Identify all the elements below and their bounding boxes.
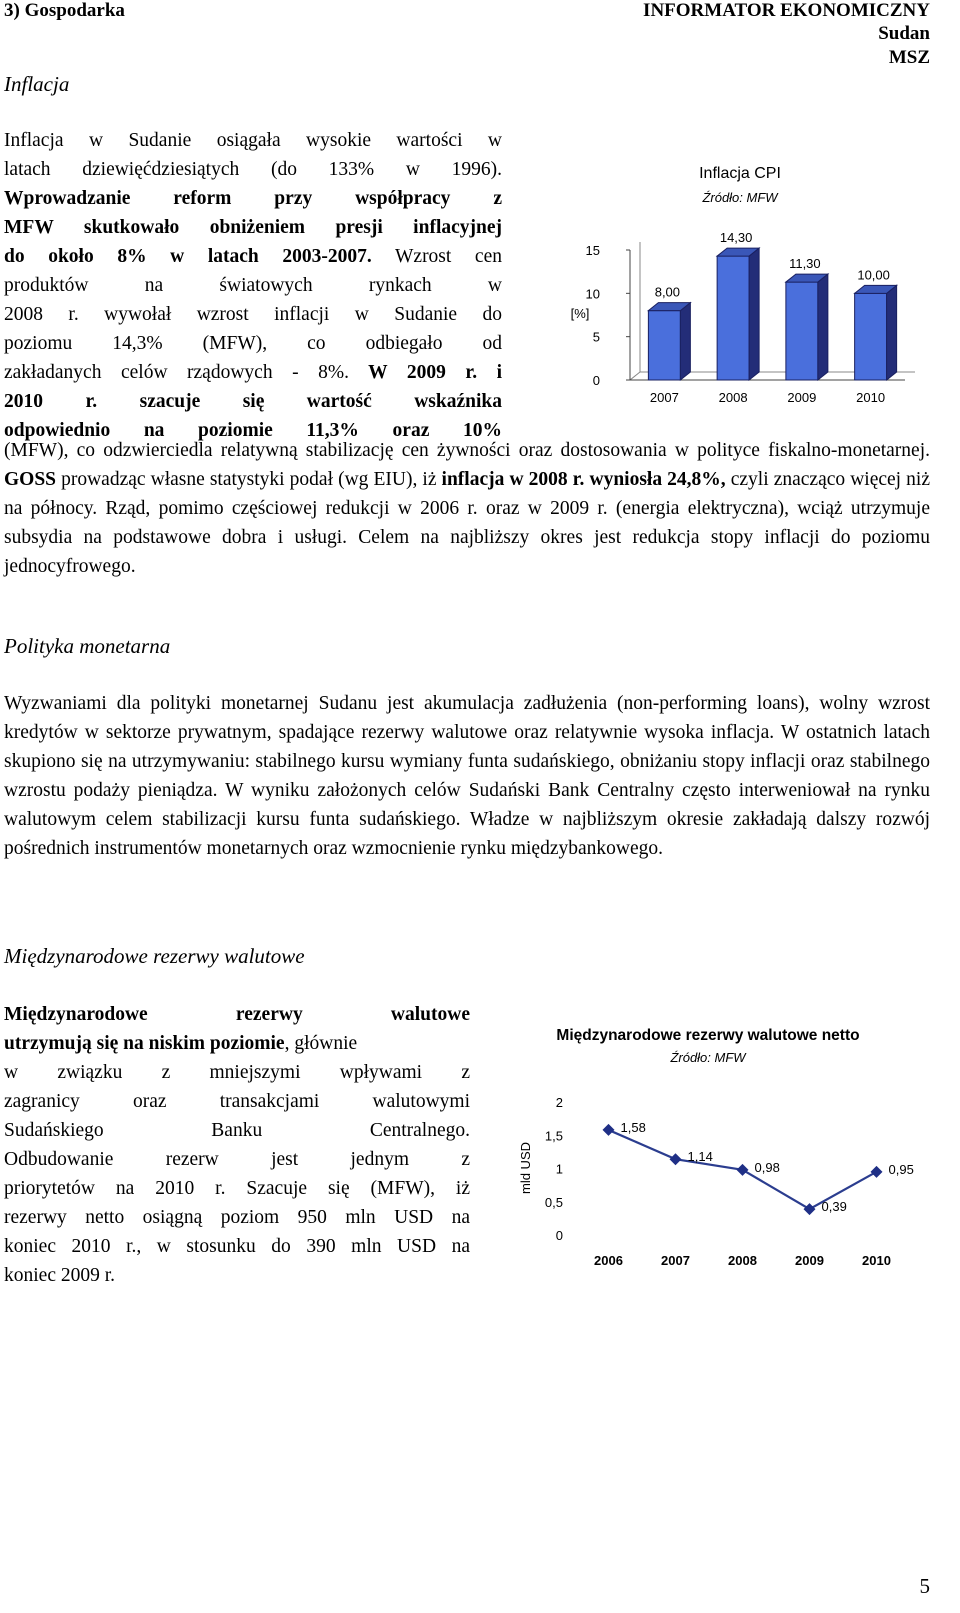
reserves-chart (505, 1010, 935, 1280)
reserves-paragraph (4, 1000, 470, 1290)
text-span: GOSS (4, 469, 57, 490)
x-tick-label: 2010 (856, 390, 886, 405)
y-tick-label: 0,5 (544, 1194, 563, 1210)
monetary-heading: Polityka monetarna (4, 634, 171, 658)
data-label: 8,00 (654, 284, 681, 300)
data-label: 11,30 (789, 256, 821, 272)
chart-title: Międzynarodowe rezerwy walutowe netto (556, 1027, 860, 1044)
bar-side (749, 248, 759, 380)
text-line (4, 358, 502, 387)
country-name: Sudan (878, 23, 930, 44)
text-span: Wzrost cen (371, 246, 502, 267)
text-line: MFW skutkowało obniżeniem presji inflacyjnej (4, 217, 502, 238)
text-line: priorytetów na 2010 r. Szacuje się (MFW), iż (4, 1178, 470, 1199)
text-line: koniec 2010 r., w stosunku do 390 mln USD na (4, 1236, 470, 1257)
text-line (4, 242, 502, 271)
text-span: szacuje się wartość wskaźnika (97, 391, 502, 412)
y-tick-label: 5 (592, 329, 600, 345)
text-span: (MFW), co odzwierciedla relatywną stabilizację cen żywności oraz dostosowania w polityce fiskalno-monetarnej. (4, 440, 930, 461)
y-tick-label: 0 (592, 373, 600, 388)
data-point-2009 (804, 1203, 816, 1215)
x-tick-label: 2007 (661, 1253, 690, 1268)
data-point-2006 (603, 1124, 615, 1136)
x-tick-label: 2009 (795, 1253, 824, 1268)
x-tick-label: 2006 (594, 1253, 623, 1268)
text-line: koniec 2009 r. (4, 1265, 116, 1286)
chart-subtitle: Źródło: MFW (702, 190, 778, 205)
bar-side (680, 303, 690, 380)
text-line: Wprowadzanie reform przy współpracy z (4, 188, 502, 209)
data-label: 1,58 (620, 1119, 646, 1135)
text-line: Odbudowanie rezerw jest jednym z (4, 1149, 470, 1170)
bar-2007 (648, 311, 680, 380)
publication-title: INFORMATOR EKONOMICZNY (643, 0, 930, 21)
text-line: Sudańskiego Banku Centralnego. (4, 1120, 470, 1141)
text-line: zagranicy oraz transakcjami walutowymi (4, 1091, 470, 1112)
monetary-paragraph: Wyzwaniami dla polityki monetarnej Sudanu jest akumulacja zadłużenia (non-performing loans), wolny wzrost kredytów w sektorze prywatnym, spadające rezerwy walutowe oraz relatywnie wysoka inflacja. W ostatnich latach skupiono się na utrzymywaniu: stabilnego kursu wymiany funta sudańskiego, obniżaniu stopy inflacji oraz stabilnego wzrostu podaży pieniądza. W wyniku założonych celów Sudański Bank Centralny często interweniował na rynku walutowym celem stabilizacji kursu funta sudańskiego. Władze w najbliższym okresie zakładają dalszy rozwój pośrednich instrumentów monetarnych oraz wzmocnienie rynku międzybankowego. (4, 693, 930, 859)
data-label: 10,00 (857, 267, 890, 283)
chart-subtitle: Źródło: MFW (670, 1050, 746, 1065)
text-line: poziomu 14,3% (MFW), co odbiegało od (4, 333, 502, 354)
y-axis-label: [%] (570, 306, 590, 321)
section-label: 3) Gospodarka (4, 0, 125, 21)
page-number: 5 (919, 1574, 930, 1598)
text-line: odpowiednio na poziomie 11,3% oraz 10% (4, 420, 502, 441)
text-span: prowadząc własne statystyki podał (wg EIU), iż (56, 469, 442, 490)
text-line (4, 387, 502, 416)
y-tick-label: 1,5 (544, 1128, 563, 1144)
y-tick-label: 0 (555, 1228, 563, 1243)
text-span: czyli znacząco więcej niż na północy. Rząd, pomimo częściowej redukcji w 2006 r. oraz w 2009 r. (energia elektryczna), wciąż utrzymuje subsydia na podstawowe dobra i usługi. Celem na najbliższy okres jest redukcja stopy inflacji do poziomu jednocyfrowego. (4, 469, 930, 577)
text-line (4, 1029, 470, 1058)
text-span: 2010 r. (4, 391, 98, 412)
inflation-heading: Inflacja (4, 72, 70, 96)
y-tick-label: 1 (555, 1161, 563, 1177)
text-line: Międzynarodowe rezerwy walutowe (4, 1004, 470, 1025)
ministry-label: MSZ (888, 47, 930, 68)
x-tick-label: 2008 (728, 1253, 757, 1268)
y-axis-label: mld USD (518, 1141, 533, 1195)
text-span: utrzymują się na niskim poziomie (4, 1033, 285, 1054)
data-point-2010 (871, 1166, 883, 1178)
x-tick-label: 2010 (862, 1253, 891, 1268)
bar-2010 (855, 293, 887, 380)
text-line: Inflacja w Sudanie osiągała wysokie wartości w (4, 130, 502, 151)
text-line: 2008 r. wywołał wzrost inflacji w Sudanie do (4, 304, 502, 325)
inflation-paragraph-bottom (4, 436, 930, 581)
data-label: 14,30 (719, 230, 753, 246)
text-span: inflacja w 2008 r. wyniosła 24,8%, (441, 469, 726, 490)
reserves-heading: Międzynarodowe rezerwy walutowe (4, 944, 305, 968)
x-tick-label: 2009 (787, 390, 817, 405)
inflation-cpi-chart (555, 150, 935, 420)
data-label: 0,39 (821, 1199, 847, 1215)
x-tick-label: 2008 (718, 390, 748, 405)
bar-side (887, 285, 897, 380)
text-span: , głównie (284, 1033, 358, 1054)
text-span: zakładanych celów rządowych - 8%. (4, 362, 349, 383)
data-label: 1,14 (687, 1149, 713, 1165)
text-line: rezerwy netto osiągną poziom 950 mln USD na (4, 1207, 470, 1228)
bar-2009 (786, 282, 818, 380)
y-tick-label: 10 (585, 286, 600, 302)
y-tick-label: 2 (555, 1095, 563, 1110)
y-tick-label: 15 (585, 243, 600, 258)
text-line: produktów na światowych rynkach w (4, 275, 502, 296)
x-tick-label: 2007 (649, 390, 679, 405)
data-point-2008 (737, 1164, 749, 1176)
text-span: W 2009 r. i (348, 362, 503, 383)
text-span: do około 8% w latach 2003-2007. (4, 246, 372, 267)
data-point-2007 (670, 1153, 682, 1165)
text-line: w związku z mniejszymi wpływami z (4, 1062, 470, 1083)
data-label: 0,98 (754, 1159, 780, 1175)
bar-side (818, 274, 828, 380)
text-line: latach dziewięćdziesiątych (do 133% w 1996). (4, 159, 502, 180)
chart-title: Inflacja CPI (699, 165, 781, 182)
data-label: 0,95 (888, 1161, 914, 1177)
inflation-paragraph-top (4, 126, 502, 445)
bar-2008 (717, 256, 749, 380)
